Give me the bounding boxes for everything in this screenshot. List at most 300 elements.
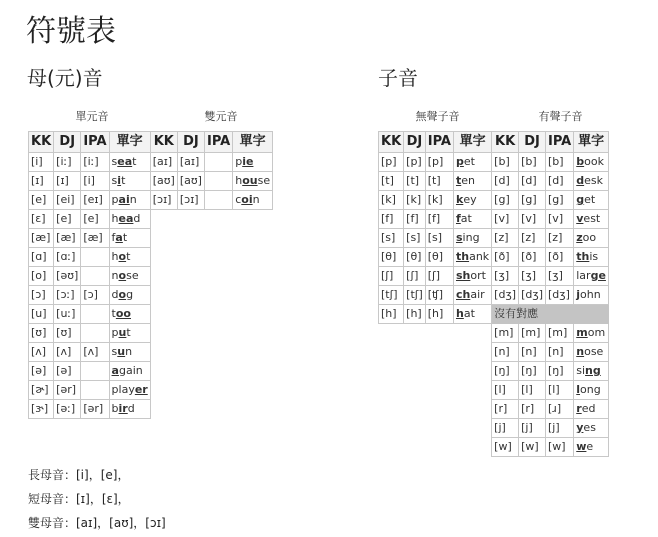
word-suffix: n [125,345,133,358]
vowel-row [29,267,273,286]
voiced-kk-cell: [ŋ] [492,362,519,381]
vowel-row [29,343,273,362]
header-ipa: IPA [425,132,453,153]
word-suffix: at [460,212,472,225]
header-kk: KK [29,132,54,153]
consonant-row [379,381,609,400]
monophthong-example-word [109,229,150,248]
empty-cell [379,381,404,400]
word-highlight: r [576,402,582,415]
monophthong-kk-cell: [e] [29,191,54,210]
empty-cell [233,305,273,324]
empty-cell [233,362,273,381]
voiceless-kk-cell: [θ] [379,248,404,267]
empty-cell [233,324,273,343]
empty-cell [453,381,491,400]
word-highlight: d [576,174,585,187]
voiceless-kk-cell: [h] [379,305,404,324]
monophthong-dj-cell: [uː] [54,305,81,324]
word-suffix: ort [470,269,486,282]
voiceless-ipa-cell: [h] [425,305,453,324]
empty-cell [177,267,204,286]
monophthong-dj-cell: [e] [54,210,81,229]
voiced-example-word [574,438,609,457]
word-suffix: ohn [580,288,601,301]
consonant-header-row [379,132,609,153]
word-prefix: s [111,174,118,187]
voiceless-ipa-cell: [s] [425,229,453,248]
voiced-dj-cell: [l] [519,381,546,400]
monophthong-group-label: 單元音 [75,110,109,123]
word-suffix: ank [469,250,490,263]
voiceless-dj-cell: [k] [404,191,426,210]
voiced-ipa-cell: [w] [546,438,574,457]
empty-cell [150,267,177,286]
vowel-table [28,131,273,419]
empty-cell [150,248,177,267]
word-highlight: ir [118,402,128,415]
word-prefix: p [111,193,119,206]
voiced-kk-cell: [z] [492,229,519,248]
empty-cell [425,400,453,419]
word-suffix: t [126,326,131,339]
header-kk: KK [492,132,519,153]
word-prefix: s [111,155,118,168]
empty-cell [150,381,177,400]
voiced-dj-cell: [r] [519,400,546,419]
word-suffix: ook [584,155,604,168]
word-highlight: u [117,345,126,358]
voiced-example-word [574,419,609,438]
monophthong-ipa-cell [81,362,109,381]
word-suffix: et [584,193,596,206]
header-dj: DJ [177,132,204,153]
word-suffix: at [463,307,475,320]
voiceless-kk-cell: [p] [379,153,404,172]
monophthong-ipa-cell: [iː] [81,153,109,172]
vowel-row [29,400,273,419]
page-title: 符號表 [26,14,116,49]
voiceless-dj-cell: [s] [404,229,426,248]
voiceless-example-word [453,305,491,324]
word-prefix: si [576,364,586,377]
diphthong-kk-cell: [aɪ] [150,153,177,172]
empty-cell [453,438,491,457]
voiced-dj-cell: [j] [519,419,546,438]
voiceless-group-label: 無聲子音 [415,110,460,123]
voiced-example-word [574,324,609,343]
voiced-example-word [574,400,609,419]
vowel-row [29,248,273,267]
monophthong-example-word [109,267,150,286]
voiceless-dj-cell: [p] [404,153,426,172]
monophthong-kk-cell: [ʊ] [29,324,54,343]
empty-cell [404,362,426,381]
empty-cell [204,286,232,305]
word-suffix: t [121,174,126,187]
diphthong-dj-cell: [ɔɪ] [177,191,204,210]
voiced-ipa-cell: [ð] [546,248,574,267]
header-dj: DJ [404,132,426,153]
voiceless-kk-cell: [k] [379,191,404,210]
consonant-table [378,131,609,457]
voiceless-kk-cell: [ʃ] [379,267,404,286]
word-suffix: ong [580,383,601,396]
voiced-ipa-cell: [ɹ] [546,400,574,419]
empty-cell [204,229,232,248]
word-highlight: ea [118,212,134,225]
word-prefix: b [111,402,119,415]
empty-cell [204,362,232,381]
word-suffix: om [587,326,606,339]
word-highlight: oo [115,307,131,320]
empty-cell [233,210,273,229]
word-suffix: gain [118,364,143,377]
voiceless-example-word [453,172,491,191]
monophthong-kk-cell: [ɑ] [29,248,54,267]
empty-cell [177,343,204,362]
empty-cell [204,324,232,343]
header-dj: DJ [54,132,81,153]
monophthong-dj-cell: [ei] [54,191,81,210]
empty-cell [233,400,273,419]
monophthong-kk-cell: [ɚ] [29,381,54,400]
vowel-row [29,362,273,381]
monophthong-ipa-cell: [ɔ] [81,286,109,305]
voiced-dj-cell: [v] [519,210,546,229]
empty-cell [204,267,232,286]
vowel-row [29,286,273,305]
word-suffix: g [126,288,134,301]
voiceless-ipa-cell: [f] [425,210,453,229]
word-highlight: ai [118,193,130,206]
empty-cell [425,343,453,362]
voiced-example-word [574,210,609,229]
monophthong-ipa-cell [81,267,109,286]
voiced-group-label: 有聲子音 [538,110,583,123]
monophthong-kk-cell: [ɪ] [29,172,54,191]
voiceless-dj-cell: [f] [404,210,426,229]
word-suffix: ed [581,402,596,415]
empty-cell [204,210,232,229]
monophthong-dj-cell: [əʊ] [54,267,81,286]
empty-cell [453,362,491,381]
diphthong-ipa-cell [204,191,232,210]
monophthong-kk-cell: [ɛ] [29,210,54,229]
word-highlight: s [455,231,463,244]
empty-cell [379,419,404,438]
empty-cell [150,400,177,419]
consonant-row [379,210,609,229]
word-highlight: ch [455,288,471,301]
empty-cell [404,400,426,419]
empty-cell [177,381,204,400]
voiced-kk-cell: [w] [492,438,519,457]
empty-cell [177,229,204,248]
monophthong-dj-cell: [əː] [54,400,81,419]
word-highlight: sh [455,269,471,282]
consonant-row [379,153,609,172]
header-kk: KK [379,132,404,153]
word-highlight: ou [242,174,258,187]
monophthong-ipa-cell: [eɪ] [81,191,109,210]
word-highlight: ge [590,269,606,282]
word-suffix: se [126,269,139,282]
empty-cell [425,362,453,381]
diphthong-kk-cell: [aʊ] [150,172,177,191]
voiceless-kk-cell: [tʃ] [379,286,404,305]
voiced-kk-cell: [ʒ] [492,267,519,286]
monophthong-dj-cell: [ʌ] [54,343,81,362]
word-highlight: b [576,155,585,168]
word-highlight: t [455,174,462,187]
empty-cell [150,305,177,324]
header-kk: KK [150,132,177,153]
empty-cell [150,286,177,305]
voiced-dj-cell: [b] [519,153,546,172]
monophthong-example-word [109,362,150,381]
voiced-ipa-cell: [g] [546,191,574,210]
voiced-ipa-cell: [m] [546,324,574,343]
voiceless-dj-cell: [θ] [404,248,426,267]
word-prefix: p [111,326,119,339]
monophthong-kk-cell: [ɔ] [29,286,54,305]
consonant-row [379,172,609,191]
diphthong-ipa-cell [204,172,232,191]
voiced-ipa-cell: [b] [546,153,574,172]
voiceless-dj-cell: [ʃ] [404,267,426,286]
empty-cell [177,210,204,229]
monophthong-ipa-cell [81,324,109,343]
word-highlight: o [118,250,127,263]
voiced-dj-cell: [ŋ] [519,362,546,381]
word-highlight: l [576,383,581,396]
header-dj: DJ [519,132,546,153]
consonant-row [379,438,609,457]
monophthong-dj-cell: [æ] [54,229,81,248]
empty-cell [204,343,232,362]
empty-cell [150,362,177,381]
monophthong-dj-cell: [ʊ] [54,324,81,343]
voiceless-example-word [453,286,491,305]
monophthong-kk-cell: [æ] [29,229,54,248]
header-word: 單字 [109,132,150,153]
vowel-row [29,172,273,191]
empty-cell [404,324,426,343]
consonant-row [379,324,609,343]
monophthong-example-word [109,400,150,419]
empty-cell [150,324,177,343]
word-highlight: k [455,193,464,206]
header-ipa: IPA [81,132,109,153]
diphthong-group-label: 雙元音 [204,110,238,123]
empty-cell [453,419,491,438]
word-suffix: se [257,174,271,187]
empty-cell [177,305,204,324]
monophthong-dj-cell: [ɪ] [54,172,81,191]
header-ipa: IPA [204,132,232,153]
empty-cell [425,438,453,457]
monophthong-example-word [109,324,150,343]
monophthong-kk-cell: [ɝ] [29,400,54,419]
monophthong-dj-cell: [ə] [54,362,81,381]
voiceless-ipa-cell: [p] [425,153,453,172]
voiceless-dj-cell: [tʃ] [404,286,426,305]
voiced-ipa-cell: [l] [546,381,574,400]
voiced-ipa-cell: [v] [546,210,574,229]
vowels-section-title: 母(元)音 [27,66,103,90]
word-highlight: w [576,440,587,453]
voiceless-example-word [453,248,491,267]
word-highlight: h [455,307,464,320]
word-suffix: est [583,212,601,225]
voiced-ipa-cell: [j] [546,419,574,438]
empty-cell [233,248,273,267]
word-suffix: e [586,440,594,453]
consonant-row [379,286,609,305]
voiced-kk-cell: [v] [492,210,519,229]
vowel-row [29,381,273,400]
word-prefix: f [111,231,116,244]
empty-cell [453,400,491,419]
consonant-row [379,400,609,419]
monophthong-kk-cell: [o] [29,267,54,286]
voiceless-example-word [453,229,491,248]
word-prefix: c [235,193,242,206]
empty-cell [453,343,491,362]
word-highlight: ng [585,364,601,377]
empty-cell [379,438,404,457]
voiced-dj-cell: [dʒ] [519,286,546,305]
monophthong-dj-cell: [ɔː] [54,286,81,305]
header-word: 單字 [233,132,273,153]
word-highlight: ea [117,155,133,168]
monophthong-example-word [109,305,150,324]
monophthong-ipa-cell [81,381,109,400]
header-ipa: IPA [546,132,574,153]
vowel-row [29,324,273,343]
voiced-kk-cell: [d] [492,172,519,191]
voiced-dj-cell: [w] [519,438,546,457]
diphthong-kk-cell: [ɔɪ] [150,191,177,210]
voiced-kk-cell: [m] [492,324,519,343]
empty-cell [150,229,177,248]
monophthong-ipa-cell [81,248,109,267]
consonant-row [379,267,609,286]
voiceless-dj-cell: [h] [404,305,426,324]
empty-cell [150,343,177,362]
monophthong-kk-cell: [u] [29,305,54,324]
empty-cell [233,286,273,305]
voiced-ipa-cell: [dʒ] [546,286,574,305]
note-diphthongs: 雙母音：[aɪ]，[aʊ]，[ɔɪ] [28,516,166,530]
voiced-dj-cell: [ð] [519,248,546,267]
word-prefix: lar [576,269,591,282]
diphthong-example-word [233,153,273,172]
monophthong-example-word [109,343,150,362]
voiced-ipa-cell: [z] [546,229,574,248]
empty-cell [404,438,426,457]
word-prefix: h [111,212,119,225]
voiced-kk-cell: [l] [492,381,519,400]
monophthong-ipa-cell: [i] [81,172,109,191]
word-highlight: y [576,421,584,434]
vowel-row [29,210,273,229]
voiced-dj-cell: [ʒ] [519,267,546,286]
monophthong-example-word [109,381,150,400]
empty-cell [233,381,273,400]
voiceless-ipa-cell: [θ] [425,248,453,267]
vowel-row [29,305,273,324]
empty-cell [404,419,426,438]
voiced-dj-cell: [n] [519,343,546,362]
voiced-example-word [574,381,609,400]
word-highlight: p [455,155,464,168]
voiced-dj-cell: [d] [519,172,546,191]
voiced-ipa-cell: [n] [546,343,574,362]
diphthong-ipa-cell [204,153,232,172]
empty-cell [177,400,204,419]
diphthong-dj-cell: [aʊ] [177,172,204,191]
consonant-row [379,305,609,324]
voiced-kk-cell: [g] [492,191,519,210]
word-suffix: t [122,231,128,244]
empty-cell [379,362,404,381]
word-suffix: t [126,250,131,263]
consonants-section-title: 子音 [378,66,418,90]
empty-cell [379,400,404,419]
word-highlight: a [111,364,119,377]
word-highlight: v [576,212,584,225]
vowel-row [29,191,273,210]
voiceless-example-word [453,191,491,210]
word-prefix: d [111,288,119,301]
monophthong-kk-cell: [ə] [29,362,54,381]
voiceless-ipa-cell: [t] [425,172,453,191]
monophthong-ipa-cell: [e] [81,210,109,229]
word-suffix: ing [462,231,480,244]
word-suffix: ose [584,345,604,358]
monophthong-example-word [109,210,150,229]
word-suffix: n [129,193,137,206]
voiced-ipa-cell: [d] [546,172,574,191]
consonant-row [379,248,609,267]
voiced-example-word [574,172,609,191]
word-highlight: th [455,250,470,263]
voiceless-example-word [453,210,491,229]
monophthong-example-word [109,286,150,305]
word-suffix: d [133,212,141,225]
voiced-dj-cell: [g] [519,191,546,210]
monophthong-ipa-cell: [ʌ] [81,343,109,362]
word-highlight: f [455,212,461,225]
empty-cell [404,343,426,362]
monophthong-kk-cell: [ʌ] [29,343,54,362]
monophthong-dj-cell: [ər] [54,381,81,400]
empty-cell [204,305,232,324]
empty-cell [425,381,453,400]
monophthong-dj-cell: [iː] [54,153,81,172]
consonant-row [379,419,609,438]
voiced-example-word [574,343,609,362]
word-prefix: n [111,269,119,282]
word-suffix: d [127,402,135,415]
word-highlight: o [118,288,127,301]
monophthong-ipa-cell: [æ] [81,229,109,248]
diphthong-example-word [233,191,273,210]
empty-cell [204,400,232,419]
voiceless-ipa-cell: [k] [425,191,453,210]
